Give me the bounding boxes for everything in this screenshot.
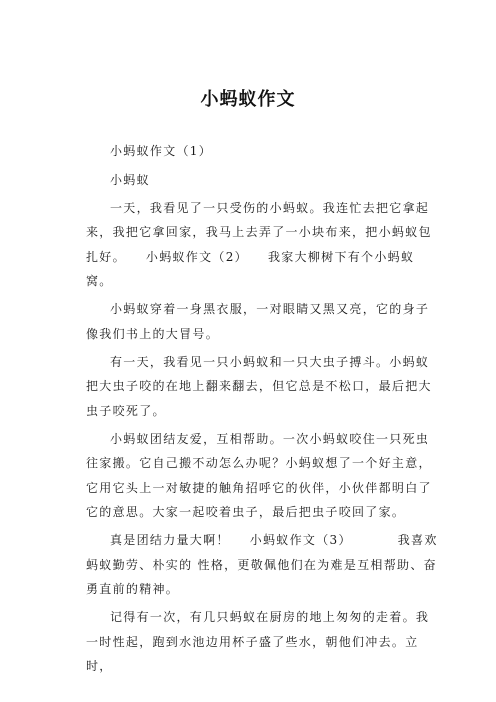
paragraph-5: 小蚂蚁团结友爱，互相帮助。一次小蚂蚁咬住一只死虫往家搬。它自己搬不动怎么办呢？小蚂蚁想了一个好主意，它用它头上一对敏捷的触角招呼它的伙伴，小伙伴都明白了它的意思。大家一起咬着虫子，最后把虫子咬回了家。 [86,432,432,519]
document-body [86,139,438,682]
paragraph-6 [86,528,438,601]
paragraph-1-text: 一天，我看见了一只受伤的小蚂蚁。我连忙去把它拿起来，我把它拿回家，我马上去弄了一小块布来，把小蚂蚁包扎好。 [86,201,432,264]
paragraph-6-start: 真是团结力量大啊！ [110,533,230,548]
section-heading-2: 小蚂蚁作文（2） [145,249,248,264]
essay-subtitle: 小蚂蚁 [110,172,150,187]
paragraph-1 [86,196,438,293]
document-title: 小蚂蚁作文 [200,89,296,110]
section-heading-3: 小蚂蚁作文（3） [249,533,352,548]
paragraph-4: 有一天，我看见一只小蚂蚁和一只大虫子搏斗。小蚂蚁把大虫子咬的在地上翻来翻去，但它总是不松口，最后把大虫子咬死了。 [86,355,432,418]
paragraph-3: 小蚂蚁穿着一身黑衣服，一对眼睛又黑又亮，它的身子像我们书上的大冒号。 [86,302,430,341]
section-heading-1: 小蚂蚁作文（1） [110,144,213,158]
paragraph-2-text: 我家大柳树下有个小蚂蚁窝。 [86,249,415,288]
paragraph-6-rest: 我喜欢蚂蚁勤劳、朴实的 性格，更敬佩他们在为难是互相帮助、奋勇直前的精神。 [86,533,438,596]
paragraph-7: 记得有一次，有几只蚂蚁在厨房的地上匆匆的走着。我一时性起，跑到水池边用杯子盛了些水，朝他们冲去。立时， [86,610,430,673]
